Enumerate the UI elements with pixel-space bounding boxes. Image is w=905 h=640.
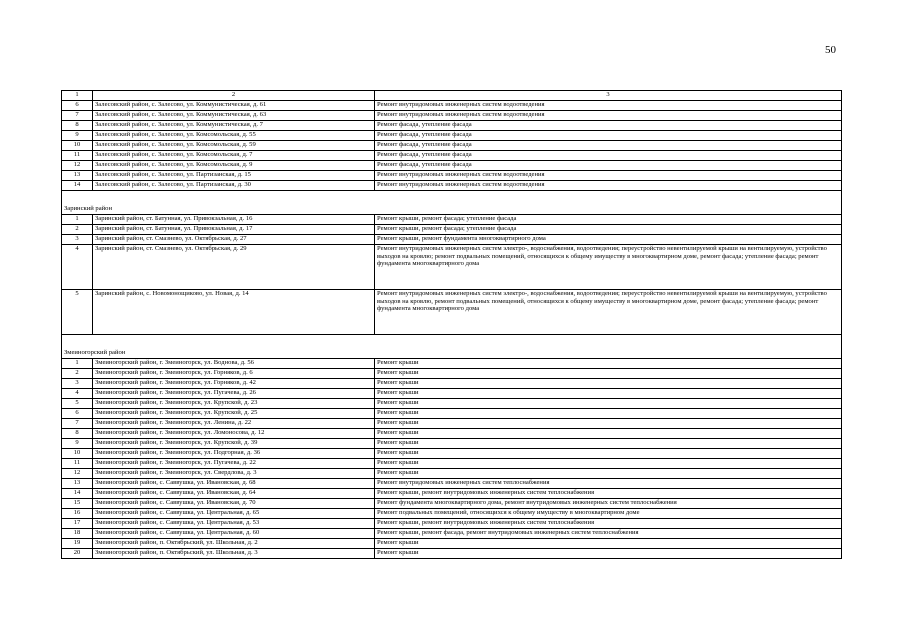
row-work: Ремонт крыши: [375, 419, 842, 429]
table-row: [62, 379, 842, 389]
table-row: [62, 409, 842, 419]
row-number: 6: [62, 101, 93, 111]
row-address: Залесовский район, с. Залесово, ул. Комсомольская, д. 9: [93, 161, 375, 171]
row-number: 2: [62, 225, 93, 235]
row-address: Залесовский район, с. Залесово, ул. Комсомольская, д. 55: [93, 131, 375, 141]
row-number: 8: [62, 121, 93, 131]
row-address: Змеиногорский район, г. Змеиногорск, ул. Крупской, д. 25: [93, 409, 375, 419]
row-work: Ремонт крыши: [375, 439, 842, 449]
header-col-work: 3: [375, 91, 842, 101]
row-number: 14: [62, 181, 93, 191]
table-row: [62, 509, 842, 519]
row-address: Змеиногорский район, п. Октябрьский, ул. Школьная, д. 2: [93, 539, 375, 549]
row-number: 1: [62, 215, 93, 225]
row-work: Ремонт крыши, ремонт фундамента многоквартирного дома: [375, 235, 842, 245]
row-work: Ремонт крыши: [375, 549, 842, 559]
row-work: Ремонт крыши, ремонт фасада, ремонт внутридомовых инженерных систем теплоснабжения: [375, 529, 842, 539]
table-row: [62, 519, 842, 529]
row-work: Ремонт фасада, утепление фасада: [375, 121, 842, 131]
row-number: 11: [62, 459, 93, 469]
row-number: 9: [62, 131, 93, 141]
table-body: [62, 91, 842, 559]
row-number: 13: [62, 171, 93, 181]
row-address: Змеиногорский район, г. Змеиногорск, ул. Крупской, д. 39: [93, 439, 375, 449]
table-row: [62, 479, 842, 489]
row-address: Залесовский район, с. Залесово, ул. Коммунистическая, д. 7: [93, 121, 375, 131]
row-address: Змеиногорский район, с. Саввушка, ул. Ивановская, д. 68: [93, 479, 375, 489]
row-work: Ремонт внутридомовых инженерных систем водоотведения: [375, 101, 842, 111]
row-address: Залесовский район, с. Залесово, ул. Коммунистическая, д. 63: [93, 111, 375, 121]
table-row: [62, 171, 842, 181]
row-work: Ремонт подвальных помещений, относящихся к общему имуществу в многоквартирном доме: [375, 509, 842, 519]
row-number: 8: [62, 429, 93, 439]
row-number: 7: [62, 111, 93, 121]
row-work: Ремонт фасада, утепление фасада: [375, 151, 842, 161]
header-col-number: 1: [62, 91, 93, 101]
row-work: Ремонт крыши: [375, 459, 842, 469]
row-number: 16: [62, 509, 93, 519]
row-address: Змеиногорский район, г. Змеиногорск, ул. Пугачева, д. 26: [93, 389, 375, 399]
row-number: 17: [62, 519, 93, 529]
row-work: Ремонт крыши, ремонт фасада; утепление фасада: [375, 225, 842, 235]
table-row: [62, 131, 842, 141]
row-work: Ремонт внутридомовых инженерных систем водоотведения: [375, 171, 842, 181]
row-number: 14: [62, 489, 93, 499]
row-number: 5: [62, 399, 93, 409]
table-row: [62, 369, 842, 379]
row-number: 18: [62, 529, 93, 539]
header-col-address: 2: [93, 91, 375, 101]
row-work: Ремонт крыши: [375, 409, 842, 419]
row-work: Ремонт крыши: [375, 539, 842, 549]
row-address: Змеиногорский район, г. Змеиногорск, ул. Горняков, д. 42: [93, 379, 375, 389]
row-address: Залесовский район, с. Залесово, ул. Партизанская, д. 30: [93, 181, 375, 191]
row-number: 4: [62, 389, 93, 399]
row-work: Ремонт крыши: [375, 449, 842, 459]
row-number: 10: [62, 141, 93, 151]
row-number: 5: [62, 290, 93, 335]
table-row: [62, 549, 842, 559]
table-row: [62, 489, 842, 499]
row-address: Заринский район, ст. Смазнево, ул. Октябрьская, д. 27: [93, 235, 375, 245]
row-work: Ремонт фасада, утепление фасада: [375, 131, 842, 141]
table-row: [62, 121, 842, 131]
row-address: Змеиногорский район, с. Саввушка, ул. Центральная, д. 53: [93, 519, 375, 529]
table-row: [62, 499, 842, 509]
row-address: Змеиногорский район, г. Змеиногорск, ул. Воднова, д. 56: [93, 359, 375, 369]
row-number: 20: [62, 549, 93, 559]
table-row: [62, 539, 842, 549]
row-address: Залесовский район, с. Залесово, ул. Партизанская, д. 15: [93, 171, 375, 181]
row-work: Ремонт крыши: [375, 399, 842, 409]
table-row: [62, 429, 842, 439]
district-heading-row: [62, 335, 842, 359]
row-work: Ремонт внутридомовых инженерных систем электро-, водоснабжения, водоотведения; переустройство невентилируемой крыши на вентилируемую, устройство выходов на кровлю, ремонт подвальных помещений, относящихся к общему имуществу в многоквартирном доме, ремонт фасада; утепление фасада; ремонт фундамента многоквартирного дома: [375, 290, 842, 335]
row-address: Заринский район, ст. Батунная, ул. Привокзальная, д. 17: [93, 225, 375, 235]
row-address: Змеиногорский район, г. Змеиногорск, ул. Свердлова, д. 3: [93, 469, 375, 479]
row-number: 9: [62, 439, 93, 449]
row-number: 12: [62, 161, 93, 171]
row-address: Змеиногорский район, г. Змеиногорск, ул. Ленина, д. 22: [93, 419, 375, 429]
row-address: Змеиногорский район, г. Змеиногорск, ул. Пугачева, д. 22: [93, 459, 375, 469]
table-row: [62, 469, 842, 479]
row-number: 7: [62, 419, 93, 429]
row-work: Ремонт внутридомовых инженерных систем теплоснабжения: [375, 479, 842, 489]
row-address: Змеиногорский район, г. Змеиногорск, ул. Подгорная, д. 36: [93, 449, 375, 459]
table-row: [62, 101, 842, 111]
row-address: Змеиногорский район, г. Змеиногорск, ул. Крупской, д. 23: [93, 399, 375, 409]
table-row: [62, 141, 842, 151]
row-address: Заринский район, ст. Батунная, ул. Привокзальная, д. 16: [93, 215, 375, 225]
row-work: Ремонт крыши: [375, 429, 842, 439]
table-row: [62, 419, 842, 429]
row-number: 19: [62, 539, 93, 549]
row-work: Ремонт крыши, ремонт внутридомовых инженерных систем теплоснабжения: [375, 489, 842, 499]
table-row: [62, 439, 842, 449]
row-address: Залесовский район, с. Залесово, ул. Коммунистическая, д. 61: [93, 101, 375, 111]
table-row: [62, 245, 842, 290]
row-number: 11: [62, 151, 93, 161]
row-address: Змеиногорский район, п. Октябрьский, ул. Школьная, д. 3: [93, 549, 375, 559]
row-work: Ремонт фасада, утепление фасада: [375, 141, 842, 151]
row-address: Змеиногорский район, с. Саввушка, ул. Ивановская, д. 64: [93, 489, 375, 499]
row-address: Залесовский район, с. Залесово, ул. Комсомольская, д. 7: [93, 151, 375, 161]
row-work: Ремонт крыши, ремонт внутридомовых инженерных систем теплоснабжения: [375, 519, 842, 529]
row-work: Ремонт внутридомовых инженерных систем электро-, водоснабжения, водоотведения; переустройство невентилируемой крыши на вентилируемую, устройство выходов на кровлю; ремонт подвальных помещений, относящихся к общему имуществу в многоквартирном доме, ремонт фасада; утепление фасада; ремонт фундамента многоквартирного дома: [375, 245, 842, 290]
table-row: [62, 459, 842, 469]
table-row: [62, 235, 842, 245]
row-number: 2: [62, 369, 93, 379]
table-row: [62, 290, 842, 335]
row-work: Ремонт крыши: [375, 389, 842, 399]
table-row: [62, 389, 842, 399]
table-row: [62, 359, 842, 369]
row-work: Ремонт фасада, утепление фасада: [375, 161, 842, 171]
page-number: 50: [825, 44, 836, 56]
row-work: Ремонт крыши: [375, 369, 842, 379]
row-number: 6: [62, 409, 93, 419]
table-row: [62, 449, 842, 459]
row-work: Ремонт внутридомовых инженерных систем водоотведения: [375, 181, 842, 191]
table-row: [62, 161, 842, 171]
table-row: [62, 399, 842, 409]
row-address: Заринский район, с. Новомонощиково, ул. Новая, д. 14: [93, 290, 375, 335]
district-heading: Заринский район: [62, 191, 842, 215]
row-work: Ремонт фундамента многоквартирного дома, ремонт внутридомовых инженерных систем теплоснабжения: [375, 499, 842, 509]
table-header-row: [62, 91, 842, 101]
table-row: [62, 225, 842, 235]
works-table: [61, 90, 842, 559]
row-number: 4: [62, 245, 93, 290]
row-work: Ремонт крыши: [375, 379, 842, 389]
row-address: Змеиногорский район, г. Змеиногорск, ул. Горняков, д. 6: [93, 369, 375, 379]
row-address: Заринский район, ст. Смазнево, ул. Октябрьская, д. 29: [93, 245, 375, 290]
row-number: 3: [62, 235, 93, 245]
table-row: [62, 151, 842, 161]
row-number: 15: [62, 499, 93, 509]
row-work: Ремонт внутридомовых инженерных систем водоотведения: [375, 111, 842, 121]
row-number: 13: [62, 479, 93, 489]
row-work: Ремонт крыши: [375, 469, 842, 479]
row-number: 1: [62, 359, 93, 369]
table-row: [62, 215, 842, 225]
row-address: Змеиногорский район, г. Змеиногорск, ул. Ломоносова, д. 12: [93, 429, 375, 439]
row-address: Залесовский район, с. Залесово, ул. Комсомольская, д. 59: [93, 141, 375, 151]
row-work: Ремонт крыши: [375, 359, 842, 369]
row-work: Ремонт крыши, ремонт фасада; утепление фасада: [375, 215, 842, 225]
district-heading-row: [62, 191, 842, 215]
row-number: 3: [62, 379, 93, 389]
row-address: Змеиногорский район, с. Саввушка, ул. Центральная, д. 65: [93, 509, 375, 519]
row-number: 10: [62, 449, 93, 459]
district-heading: Змеиногорский район: [62, 335, 842, 359]
table-row: [62, 529, 842, 539]
row-number: 12: [62, 469, 93, 479]
row-address: Змеиногорский район, с. Саввушка, ул. Ивановская, д. 70: [93, 499, 375, 509]
row-address: Змеиногорский район, с. Саввушка, ул. Центральная, д. 60: [93, 529, 375, 539]
table-row: [62, 181, 842, 191]
table-row: [62, 111, 842, 121]
